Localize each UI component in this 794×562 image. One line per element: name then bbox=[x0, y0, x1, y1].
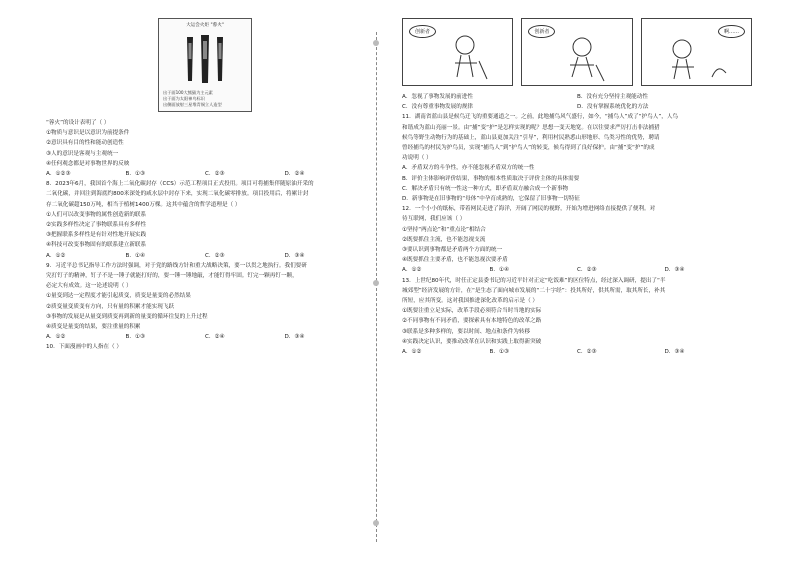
option-d: D．③④ bbox=[284, 334, 305, 341]
statement-item: ②实践多样性决定了事物联系具有多样性 bbox=[46, 222, 147, 229]
question-stem-line: 待互联网，我们应该（ ） bbox=[402, 216, 466, 223]
question-11 bbox=[402, 112, 752, 204]
left-column bbox=[46, 18, 364, 353]
question-stem: “蓉火”的设计表明了（ ） bbox=[46, 120, 110, 126]
statement-item: ①物质与意识是以意识为前提条件 bbox=[46, 130, 130, 137]
question-stem-line: 12．一个小小的纸标，带着网民走进了海洋，开阔了网民的视野，开始为增进网络直接提供了便利。对 bbox=[402, 206, 656, 213]
option-d: D．③④ bbox=[284, 252, 305, 259]
cartoon-panel-3 bbox=[641, 18, 752, 86]
option-b: B．①③ bbox=[125, 171, 145, 178]
option-b: B．没有充分坚持主观能动性 bbox=[577, 94, 648, 100]
option-d: D．没有掌握系统优化的方法 bbox=[577, 104, 649, 111]
binding-hole bbox=[373, 40, 379, 46]
statement-item: ③事物的发展是从量变到质变再到新的量变的循环往复的上升过程 bbox=[46, 313, 208, 320]
option-d: D．②④ bbox=[284, 171, 305, 178]
question-stem-line: 城郊型”经济发展的方针，在“是生态了面向城市发展的“二十字经”：投其所好，供其所需，取其所长，补其 bbox=[402, 287, 666, 294]
statement-item: ③人的意识是客观与主观统一 bbox=[46, 150, 119, 157]
option-a: A．矛盾双方的斗争性，亦不能忽视矛盾双方的统一性 bbox=[402, 165, 535, 172]
question-13 bbox=[402, 276, 752, 358]
figure-caption: 大运会火炬 "蓉火" bbox=[186, 23, 224, 28]
statement-item: ④任何观念都是对事物世界的反映 bbox=[46, 160, 130, 167]
option-c: C．②③ bbox=[205, 171, 225, 178]
question-stem-line: 13．上世纪80年代，时任正定县委书记的习近平针对正定“吃饭难”的区位特点，经过深入调研，提出了“半 bbox=[402, 277, 666, 284]
speech-bubble: 创新者 bbox=[409, 25, 436, 38]
statement-item: ④实践决定认识，要推动改革在认识和实践上取得新突破 bbox=[402, 338, 542, 345]
option-c: C．②③ bbox=[205, 252, 225, 259]
option-a: A．①② bbox=[402, 349, 422, 356]
cartoon-panel-1 bbox=[402, 18, 513, 86]
question-stem-line: 究打钉子的精神，钉子不是一锤子就能打好的，要一锤一锤地敲，才能钉得牢固。钉完一颗再钉一颗， bbox=[46, 273, 298, 280]
binding-hole bbox=[373, 520, 379, 526]
answer-options bbox=[402, 92, 752, 102]
question-7 bbox=[46, 118, 364, 179]
torch-figure bbox=[158, 18, 252, 112]
answer-options bbox=[402, 265, 752, 275]
column-divider bbox=[376, 32, 377, 542]
question-12 bbox=[402, 204, 752, 275]
question-stem-line: 11．湖南省蓝山县是候鸟迁飞的重要通道之一。之前，此地捕鸟风气盛行，如今，“捕鸟人”成了“护鸟人”，人鸟 bbox=[402, 114, 679, 121]
option-d: D．③④ bbox=[664, 349, 685, 356]
option-b: B．①④ bbox=[489, 267, 509, 274]
option-b: B．①③ bbox=[489, 349, 509, 356]
right-column bbox=[402, 18, 752, 357]
question-stem-line: 所短，应其所变。这对我国推进深化改革的启示是（ ） bbox=[402, 298, 539, 305]
question-8 bbox=[46, 179, 364, 261]
statement-item: ②意识具有目的性和能动创造性 bbox=[46, 140, 124, 147]
cartoon-panel-2 bbox=[521, 18, 632, 86]
question-9 bbox=[46, 261, 364, 343]
statement-item: ②质变量变质变有方向，只有量的积累才能实现飞跃 bbox=[46, 303, 175, 310]
option-c: C．②③ bbox=[577, 349, 597, 356]
option-c: C．②③ bbox=[577, 267, 597, 274]
question-stem-line: 和谐成为蓝山亮丽一景。由“捕”变“护”是怎样实现的呢？思想一变天地宽。在以往要求严厉打击非法捕猎 bbox=[402, 124, 660, 131]
option-b: B．评价主体影响评价结果，事物的根本性质取决于评价主体的具体需要 bbox=[402, 175, 580, 182]
answer-options bbox=[46, 332, 364, 342]
statement-item: ①量变到达一定程度才能引起质变，质变是量变的必然结果 bbox=[46, 293, 191, 300]
answer-options bbox=[402, 102, 752, 112]
question-stem-line: 二氧化碳，并回注到海底约800米深处的咸水层中封存下来，实现二氧化碳零排放。项目投用后，将累计封 bbox=[46, 191, 309, 198]
answer-options bbox=[46, 169, 364, 179]
question-10-stem: 10．下面漫画中的人指在（ ） bbox=[46, 344, 123, 351]
figure-note: 出侧面放射三星堆青铜立人造型 bbox=[163, 102, 222, 107]
statement-item: ①既要注重立足实际，改革手段必须符合当时当地的实际 bbox=[402, 308, 542, 315]
question-stem-line: 存二氧化碳超150万吨，相当于植树1400万棵。这其中蕴含的哲学道理是（ ） bbox=[46, 201, 241, 208]
binding-hole bbox=[373, 280, 379, 286]
cartoon-figure-icon bbox=[642, 19, 754, 85]
statement-item: ④科技可改变事物固有的联系建立新联系 bbox=[46, 242, 147, 249]
option-c: C．没有尊重事物发展的规律 bbox=[402, 104, 474, 111]
option-b: B．①③ bbox=[125, 334, 145, 341]
question-stem-line: 曾经捕鸟的村民为护鸟员，实现“捕鸟人”到“护鸟人”的转变，候鸟得到了良好保护。由“捕”变“护”的成 bbox=[402, 145, 655, 152]
option-a: A．①② bbox=[46, 252, 66, 259]
statement-item: ②不同事物有不同矛盾，要探索具有本地特色的改革之路 bbox=[402, 318, 542, 325]
option-a: A．①②③ bbox=[46, 171, 71, 178]
statement-item: ④质变是量变的结果，要注重量的积累 bbox=[46, 324, 141, 331]
option-a: A．①② bbox=[402, 267, 422, 274]
statement-item: ③把握联系多样性是有针对性地开展实践 bbox=[46, 232, 147, 239]
option-c: C．②④ bbox=[205, 334, 225, 341]
answer-options bbox=[46, 251, 364, 261]
question-stem-line: 8．2023年6月，我国首个海上二氧化碳封存（CCS）示范工程项目正式投用。项目可将捕集伴随原油开采的 bbox=[46, 181, 314, 188]
statement-item: ②既要抓住主流，也不能忽视支流 bbox=[402, 236, 486, 243]
speech-bubble: 创新者 bbox=[528, 25, 555, 38]
question-stem-line: 候鸟等野生动物行为的基础上，蓝山县更加关注“引导”，利用村民熟悉山形地形、鸟类习性的优势，聘请 bbox=[402, 134, 660, 141]
question-stem-line: 功说明（ ） bbox=[402, 155, 432, 162]
cartoon-figure-icon bbox=[403, 19, 515, 85]
figure-note: 出于面为太阳神鸟标识 bbox=[163, 96, 205, 101]
figure-notes bbox=[163, 90, 222, 108]
option-a: A．①② bbox=[46, 334, 66, 341]
question-stem-line: 必定大有成效。这一论述说明（ ） bbox=[46, 283, 132, 290]
option-b: B．①④ bbox=[125, 252, 145, 259]
statement-item: ①人们可以改变事物的属性创造新的联系 bbox=[46, 211, 147, 218]
cartoon-figure-icon bbox=[522, 19, 634, 85]
statement-item: ④既要抓住主要矛盾，也不能忽视次要矛盾 bbox=[402, 257, 508, 264]
statement-item: ③要认识到事物都是矛盾两个方面的统一 bbox=[402, 247, 503, 254]
statement-item: ①坚持“两点论”和“重点论”相结合 bbox=[402, 226, 486, 233]
answer-options bbox=[402, 347, 752, 357]
figure-note: 出于面100大熊猫为主元素 bbox=[163, 90, 213, 95]
option-a: A．忽视了事物发展的前进性 bbox=[402, 94, 473, 100]
option-c: C．解决矛盾只有统一性这一种方式，即矛盾双方融合成一个新事物 bbox=[402, 185, 569, 192]
statement-item: ③联系是多种多样的，要以时间、地点和条件为转移 bbox=[402, 328, 531, 335]
option-d: D．③④ bbox=[664, 267, 685, 274]
question-stem-line: 9．习近平总书记指导工作方法时强调，对于党的路线方针和重大战略决策，要一以贯之地执行。我们要研 bbox=[46, 262, 307, 269]
cartoon-strip bbox=[402, 18, 752, 86]
speech-bubble: 啊…… bbox=[718, 25, 745, 38]
option-d: D．新事物是在旧事物的“母体”中孕育成熟的，它保留了旧事物一切特征 bbox=[402, 196, 580, 203]
question-10-options bbox=[402, 92, 752, 112]
